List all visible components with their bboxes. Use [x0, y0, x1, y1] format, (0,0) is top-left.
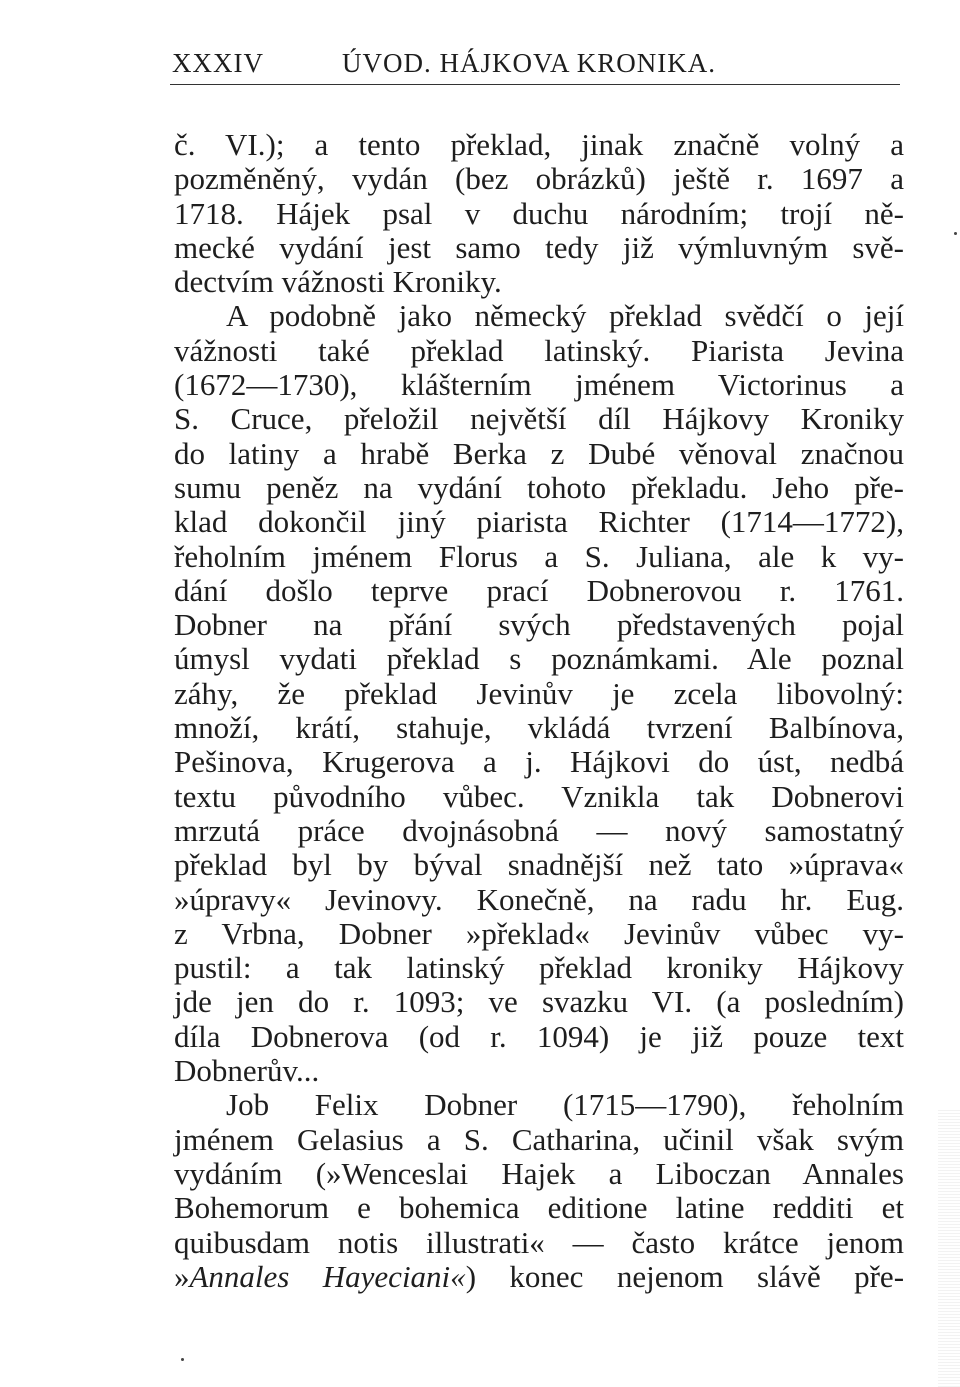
- text-run: textu původního vůbec. Vznikla tak Dobnerovi: [174, 778, 904, 814]
- text-run: jménem Gelasius a S. Catharina, učinil však svým: [174, 1121, 904, 1157]
- text-line: [174, 231, 904, 265]
- text-run: (1672—1730), klášterním jménem Victorinus a: [174, 367, 904, 403]
- text-line: [174, 745, 904, 779]
- text-run: »: [174, 1258, 190, 1294]
- text-line: [174, 471, 904, 505]
- text-run: množí, krátí, stahuje, vkládá tvrzení Balbínova,: [174, 710, 904, 746]
- text-run: Job Felix Dobner (1715—1790), řeholním: [226, 1087, 904, 1123]
- text-run: Dobner na přání svých představených pojal: [174, 607, 904, 643]
- text-line: [174, 883, 904, 917]
- text-run: dectvím vážnosti Kroniky.: [174, 264, 502, 300]
- running-head-title: ÚVOD. HÁJKOVA KRONIKA.: [342, 48, 717, 78]
- text-line: [174, 128, 904, 162]
- text-run: ) konec nejenom slávě pře-: [465, 1258, 905, 1294]
- text-run: S. Cruce, přeložil největší díl Hájkovy Kroniky: [174, 401, 904, 437]
- running-head: [170, 44, 900, 85]
- text-line: [174, 505, 904, 539]
- text-run: pozměněný, vydán (bez obrázků) ještě r. 1697 a: [174, 161, 904, 197]
- text-run: mrzutá práce dvojnásobná — nový samostatný: [174, 812, 904, 848]
- text-line: [174, 402, 904, 436]
- page-number: XXXIV: [172, 48, 264, 78]
- text-line: [174, 951, 904, 985]
- text-run: díla Dobnerova (od r. 1094) je již pouze text: [174, 1018, 904, 1054]
- text-line: [174, 642, 904, 676]
- text-run: Dobnerův...: [174, 1053, 320, 1089]
- text-line: [174, 711, 904, 745]
- text-run: záhy, že překlad Jevinův je zcela libovolný:: [174, 675, 904, 711]
- text-line: [174, 814, 904, 848]
- text-run: vážnosti také překlad latinský. Piarista Jevina: [174, 332, 904, 368]
- text-line: [174, 677, 904, 711]
- text-line: [174, 334, 904, 368]
- text-run: Pešinova, Krugerova a j. Hájkovi do úst, nedbá: [174, 744, 904, 780]
- text-run: řeholním jménem Florus a S. Juliana, ale k vy-: [174, 538, 904, 574]
- text-run: Bohemorum e bohemica editione latine redditi et: [174, 1190, 904, 1226]
- text-run: jde jen do r. 1093; ve svazku VI. (a posledním): [174, 984, 904, 1020]
- text-run: č. VI.); a tento překlad, jinak značně volný a: [174, 127, 904, 162]
- text-line: [174, 608, 904, 642]
- text-line: [174, 1157, 904, 1191]
- text-run: A podobně jako německý překlad svědčí o její: [226, 298, 904, 334]
- text-run: úmysl vydati překlad s poznámkami. Ale poznal: [174, 641, 904, 677]
- text-line: [174, 985, 904, 1019]
- text-line: [174, 437, 904, 471]
- body-text: [174, 128, 904, 1294]
- text-line: [174, 1054, 904, 1088]
- text-run: 1718. Hájek psal v duchu národním; trojí ně-: [174, 195, 904, 231]
- text-run: do latiny a hrabě Berka z Dubé věnoval značnou: [174, 435, 904, 471]
- text-line: [174, 1123, 904, 1157]
- text-run: mecké vydání jest samo tedy již výmluvným svě-: [174, 229, 904, 265]
- text-line: [174, 1260, 904, 1294]
- text-line: [174, 265, 904, 299]
- text-line: [174, 780, 904, 814]
- text-line: [174, 1020, 904, 1054]
- text-run: z Vrbna, Dobner »překlad« Jevinův vůbec vy-: [174, 915, 904, 951]
- text-line: [174, 197, 904, 231]
- text-run: klad dokončil jiný piarista Richter (1714—1772),: [174, 504, 904, 540]
- text-line: [174, 1191, 904, 1225]
- text-line: [174, 574, 904, 608]
- text-run: sumu peněz na vydání tohoto překladu. Jeho pře-: [174, 469, 904, 505]
- text-run: pustil: a tak latinský překlad kroniky Hájkovy: [174, 950, 904, 986]
- text-run: »úpravy« Jevinovy. Konečně, na radu hr. Eug.: [174, 881, 904, 917]
- text-line: [174, 848, 904, 882]
- text-line: [174, 299, 904, 333]
- text-run: dání došlo teprve prací Dobnerovou r. 1761.: [174, 572, 904, 608]
- text-line: [174, 917, 904, 951]
- text-run: quibusdam notis illustrati« — často krátce jenom: [174, 1224, 904, 1260]
- text-line: [174, 1088, 904, 1122]
- text-run: vydáním (»Wenceslai Hajek a Liboczan Annales: [174, 1155, 904, 1191]
- text-line: [174, 540, 904, 574]
- text-line: [174, 368, 904, 402]
- italic-text: Annales Hayeciani«: [189, 1258, 466, 1294]
- text-line: [174, 1226, 904, 1260]
- text-run: překlad byl by býval snadnější než tato »úprava«: [174, 847, 904, 883]
- text-line: [174, 162, 904, 196]
